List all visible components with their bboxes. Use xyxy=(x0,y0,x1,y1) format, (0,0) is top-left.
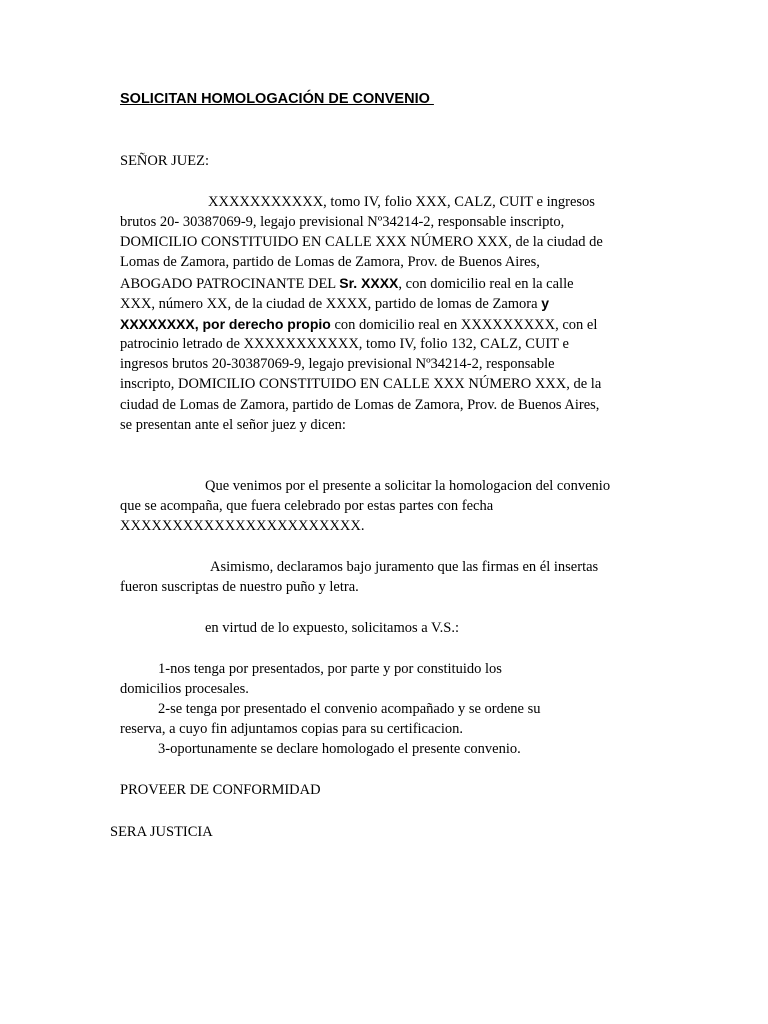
client-name-bold: Sr. XXXX xyxy=(339,275,399,291)
p1-line-5 xyxy=(120,273,574,294)
item-2-line-2: reserva, a cuyo fin adjuntamos copias para su certificacion. xyxy=(120,721,464,737)
p1-line-1: XXXXXXXXXXX, tomo IV, folio XXX, CALZ, CUIT e ingresos xyxy=(208,194,595,210)
p1-line-6-a: XXX, número XX, de la ciudad de XXXX, partido de lomas de Zamora xyxy=(120,296,542,312)
p4-line: en virtud de lo expuesto, solicitamos a V.S.: xyxy=(205,620,459,636)
p1-line-8: patrocinio letrado de XXXXXXXXXXX, tomo IV, folio 132, CALZ, CUIT e xyxy=(120,336,569,352)
p1-line-4: Lomas de Zamora, partido de Lomas de Zamora, Prov. de Buenos Aires, xyxy=(120,254,540,270)
conjunction-bold: y xyxy=(541,295,549,311)
p1-line-7-b: con domicilio real en XXXXXXXXX, con el xyxy=(330,317,598,333)
p3-line-2: fueron suscriptas de nuestro puño y letra. xyxy=(120,579,359,595)
closing-proveer: PROVEER DE CONFORMIDAD xyxy=(120,782,321,798)
p1-line-3: DOMICILIO CONSTITUIDO EN CALLE XXX NÚMERO XXX, de la ciudad de xyxy=(120,234,603,250)
item-2-line-1: 2-se tenga por presentado el convenio acompañado y se ordene su xyxy=(158,701,541,717)
p1-line-6 xyxy=(120,293,549,314)
p1-line-2: brutos 20- 30387069-9, legajo previsional Nº34214-2, responsable inscripto, xyxy=(120,214,565,230)
p2-line-3: XXXXXXXXXXXXXXXXXXXXXXX. xyxy=(120,518,365,534)
p1-line-9: ingresos brutos 20-30387069-9, legajo previsional Nº34214-2, responsable xyxy=(120,356,555,372)
second-party-bold: XXXXXXXX, por derecho propio xyxy=(120,316,331,332)
p1-line-5-c: , con domicilio real en la calle xyxy=(398,276,574,292)
document-title: SOLICITAN HOMOLOGACIÓN DE CONVENIO xyxy=(120,91,434,107)
salutation: SEÑOR JUEZ: xyxy=(120,153,210,169)
item-1-line-1: 1-nos tenga por presentados, por parte y por constituido los xyxy=(158,661,502,677)
closing-justicia: SERA JUSTICIA xyxy=(110,824,213,840)
p2-line-1: Que venimos por el presente a solicitar la homologacion del convenio xyxy=(205,478,611,494)
p1-line-7 xyxy=(120,314,597,335)
p3-line-1: Asimismo, declaramos bajo juramento que las firmas en él insertas xyxy=(210,559,599,575)
p1-line-11: ciudad de Lomas de Zamora, partido de Lomas de Zamora, Prov. de Buenos Aires, xyxy=(120,397,600,413)
item-1-line-2: domicilios procesales. xyxy=(120,681,249,697)
item-3-line-1: 3-oportunamente se declare homologado el presente convenio. xyxy=(158,741,521,757)
p2-line-2: que se acompaña, que fuera celebrado por estas partes con fecha xyxy=(120,498,494,514)
p1-line-10: inscripto, DOMICILIO CONSTITUIDO EN CALLE XXX NÚMERO XXX, de la xyxy=(120,376,602,392)
p1-line-12: se presentan ante el señor juez y dicen: xyxy=(120,417,346,433)
p1-line-5-a: ABOGADO PATROCINANTE DEL xyxy=(120,276,340,292)
